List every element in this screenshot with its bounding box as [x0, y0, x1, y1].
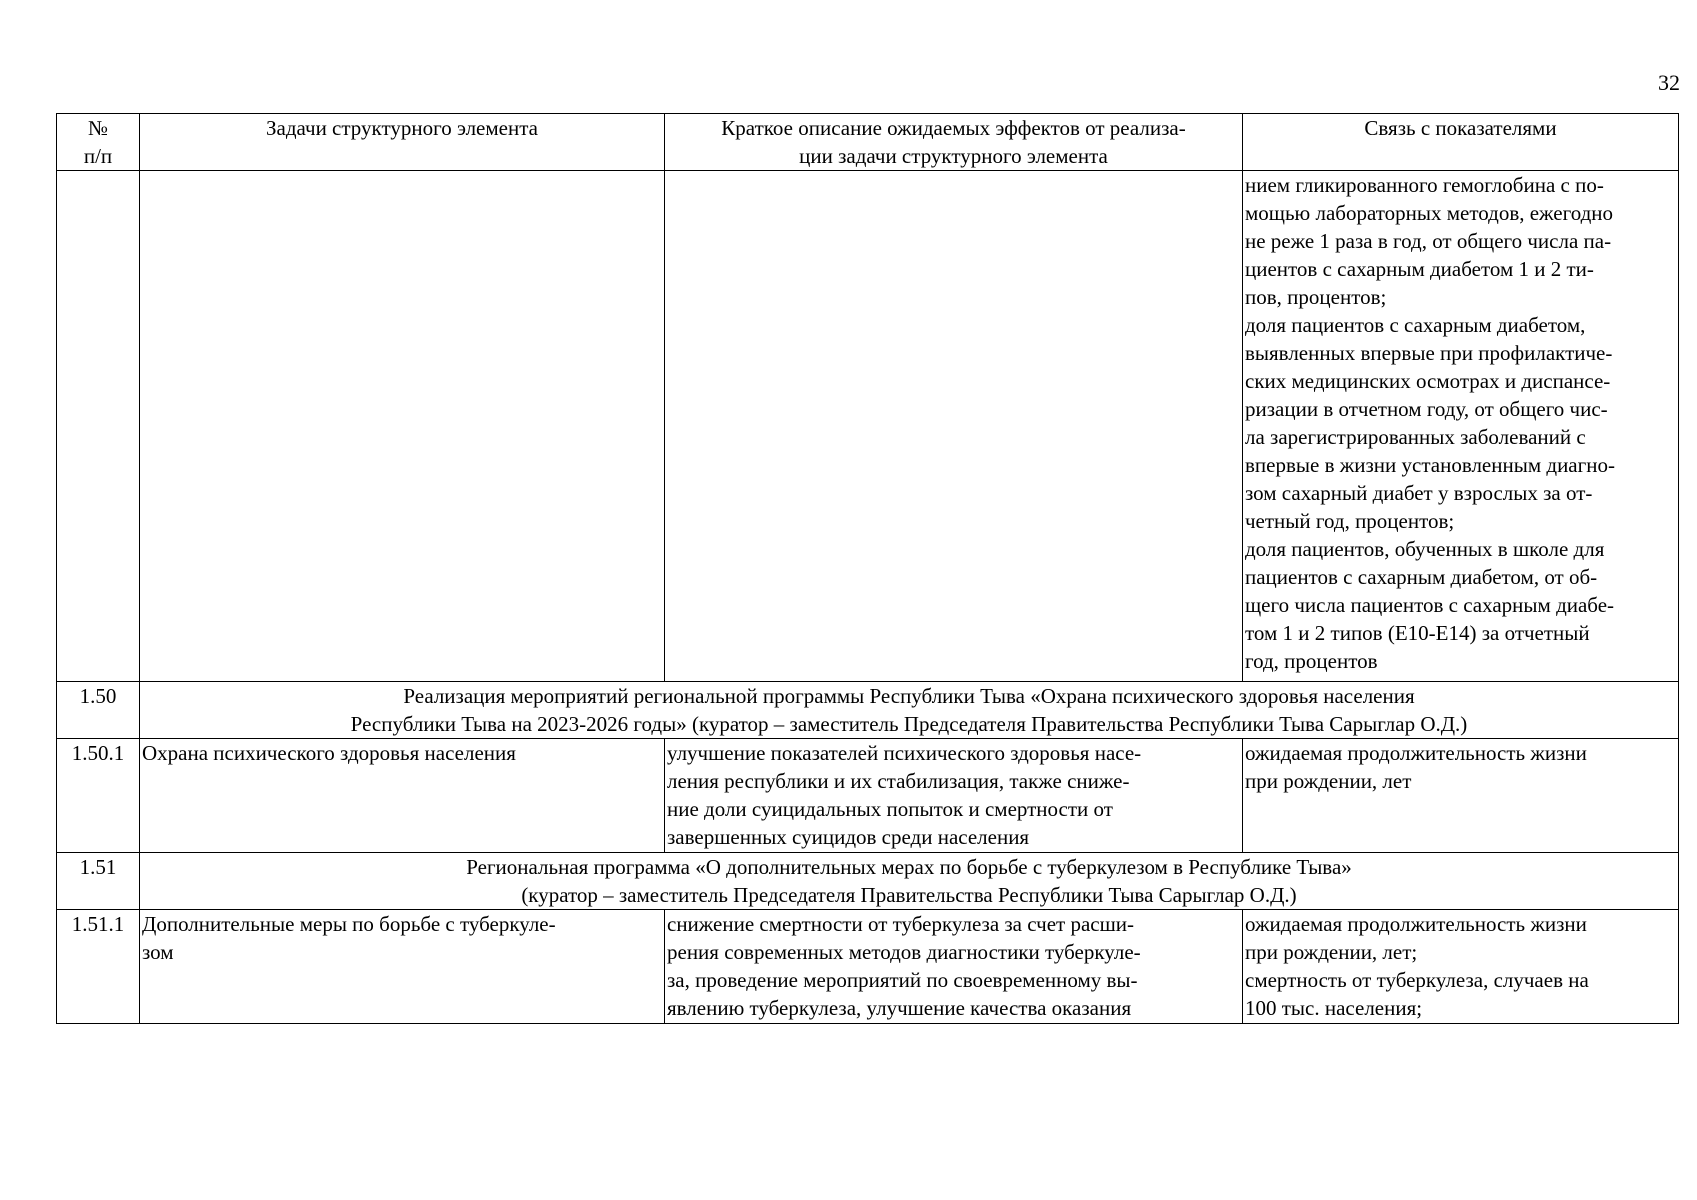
measures-table: [56, 113, 1679, 1024]
text-line: снижение смертности от туберкулеза за счет расши-: [667, 912, 1135, 936]
text-line: щего числа пациентов с сахарным диабе-: [1245, 593, 1615, 617]
text-line: (куратор – заместитель Председателя Правительства Республики Тыва Сарыглар О.Д.): [521, 883, 1297, 907]
cell-num-empty: [57, 171, 140, 682]
text-line: №: [87, 116, 109, 140]
cell-effects: [665, 910, 1243, 1024]
text-line: завершенных суицидов среди населения: [667, 825, 1030, 849]
text-line: улучшение показателей психического здоровья насе-: [667, 741, 1142, 765]
row-number: 1.51.1: [57, 910, 140, 1024]
text-line: пациентов с сахарным диабетом, от об-: [1245, 565, 1598, 589]
text-line: Связь с показателями: [1364, 116, 1557, 140]
header-num: [57, 114, 140, 171]
text-line: не реже 1 раза в год, от общего числа па-: [1245, 229, 1612, 253]
header-tasks-lines: [142, 114, 662, 142]
text-line: при рождении, лет;: [1245, 940, 1418, 964]
text-line: зом: [142, 940, 174, 964]
cell-task: [140, 910, 665, 1024]
header-effects-lines: [667, 114, 1240, 170]
cell-indicators: [1243, 171, 1679, 682]
text-line: ции задачи структурного элемента: [799, 144, 1108, 168]
cell-task-empty: [140, 171, 665, 682]
text-line: явлению туберкулеза, улучшение качества оказания: [667, 996, 1132, 1020]
header-effects: [665, 114, 1243, 171]
text-line: за, проведение мероприятий по своевременному вы-: [667, 968, 1138, 992]
table-row-continuation: [57, 171, 1679, 682]
text-line: Задачи структурного элемента: [266, 116, 538, 140]
text-line: Краткое описание ожидаемых эффектов от реализа-: [721, 116, 1186, 140]
text-line: зом сахарный диабет у взрослых за от-: [1245, 481, 1593, 505]
cell-indicators: [1243, 739, 1679, 853]
section-number: 1.51: [57, 853, 140, 910]
task-text: [142, 739, 662, 767]
section-title-lines: [142, 853, 1676, 909]
text-line: ских медицинских осмотрах и диспансе-: [1245, 369, 1611, 393]
text-line: Республики Тыва на 2023-2026 годы» (куратор – заместитель Председателя Правительства Республики Тыва Сарыглар О.Д.): [350, 712, 1468, 736]
text-line: ожидаемая продолжительность жизни: [1245, 741, 1587, 765]
text-line: пов, процентов;: [1245, 285, 1387, 309]
header-tasks: [140, 114, 665, 171]
indicators-text: [1245, 910, 1676, 1022]
text-line: ожидаемая продолжительность жизни: [1245, 912, 1587, 936]
text-line: Реализация мероприятий региональной программы Республики Тыва «Охрана психического здоровья населения: [403, 684, 1415, 708]
section-row-1-50: [57, 682, 1679, 739]
text-line: Дополнительные меры по борьбе с туберкуле-: [142, 912, 556, 936]
text-line: год, процентов: [1245, 649, 1378, 673]
text-line: выявленных впервые при профилактиче-: [1245, 341, 1613, 365]
text-line: ризации в отчетном году, от общего чис-: [1245, 397, 1608, 421]
text-line: доля пациентов, обученных в школе для: [1245, 537, 1605, 561]
section-number: 1.50: [57, 682, 140, 739]
text-line: четный год, процентов;: [1245, 509, 1455, 533]
text-line: ления республики и их стабилизация, также сниже-: [667, 769, 1130, 793]
text-line: рения современных методов диагностики туберкуле-: [667, 940, 1141, 964]
text-line: циентов с сахарным диабетом 1 и 2 ти-: [1245, 257, 1594, 281]
section-title: [140, 682, 1679, 739]
text-line: доля пациентов с сахарным диабетом,: [1245, 313, 1586, 337]
page-number: 32: [1658, 70, 1680, 95]
header-indicators: [1243, 114, 1679, 171]
section-title: [140, 853, 1679, 910]
cell-effects: [665, 739, 1243, 853]
indicators-text: [1245, 739, 1676, 795]
text-line: нием гликированного гемоглобина с по-: [1245, 173, 1604, 197]
cell-indicators: [1243, 910, 1679, 1024]
text-line: мощью лабораторных методов, ежегодно: [1245, 201, 1614, 225]
text-line: смертность от туберкулеза, случаев на: [1245, 968, 1589, 992]
text-line: ние доли суицидальных попыток и смертности от: [667, 797, 1113, 821]
text-line: п/п: [83, 144, 113, 168]
text-line: 100 тыс. населения;: [1245, 996, 1423, 1020]
cell-effects-empty: [665, 171, 1243, 682]
row-number: 1.50.1: [57, 739, 140, 853]
effects-text: [667, 910, 1240, 1022]
header-num-lines: [59, 114, 137, 170]
effects-text: [667, 739, 1240, 851]
text-line: Охрана психического здоровья населения: [142, 741, 516, 765]
section-title-lines: [142, 682, 1676, 738]
table-row-1-50-1: [57, 739, 1679, 853]
table-row-1-51-1: [57, 910, 1679, 1024]
table-header-row: [57, 114, 1679, 171]
text-line: впервые в жизни установленным диагно-: [1245, 453, 1615, 477]
task-text: [142, 910, 662, 966]
text-line: том 1 и 2 типов (Е10-Е14) за отчетный: [1245, 621, 1590, 645]
text-line: Региональная программа «О дополнительных мерах по борьбе с туберкулезом в Республике Тыва»: [466, 855, 1352, 879]
section-row-1-51: [57, 853, 1679, 910]
indicators-text: [1245, 171, 1676, 675]
header-indicators-lines: [1245, 114, 1676, 142]
text-line: ла зарегистрированных заболеваний с: [1245, 425, 1586, 449]
text-line: при рождении, лет: [1245, 769, 1412, 793]
cell-task: [140, 739, 665, 853]
